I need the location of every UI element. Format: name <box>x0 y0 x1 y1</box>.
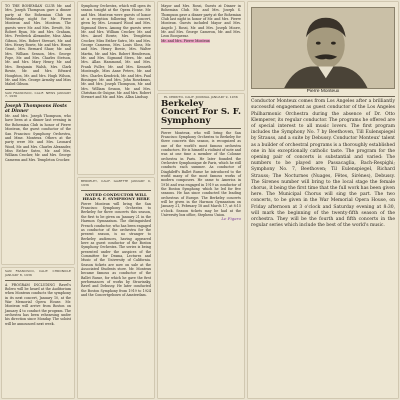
highlighted-names: Mr. and Mrs. Pierre Monteux <box>161 38 210 43</box>
divider <box>251 96 395 97</box>
clipping-body: Symphony Orchestra, which will open its season tonight at the Opera House. Mr. and Mrs. Monteux were guests of honor at a reception following the concert, given by Mrs. Leonard Wood and Mrs. Sigmund Stern. Among the guests were Mr. and Mrs. William Crocker, Mr. and Mrs. Ansel Bowie, Mrs. Templeton Crocker, Miss Esther Sutro, Mr. and Mrs. George Cameron, Mrs. Louis Sloss, Mr. and Mrs. Henry Bowie, Mrs. Walter Martin, Mr. and Mrs. Robert Henderson, Mr. and Mrs. Sigmund Stern, Mr. and Mrs. Allan Hammond, Mr. and Mrs. Frank Fuller, Mr. and Mrs. Kenneth Monteagle, Miss Anne Peters, Mr. and Mrs. Charles Kendrick, Mr. and Mrs. Paul Bissinger, Mr. and Mrs. John Rosekrans, Mr. and Mrs. Joseph Thompson, Mr. and Mrs. William Sesnon, Mr. and Mrs. Christian de Guigne, Mr. and Mrs. Robert Stewart and Mr. and Mrs. Allan Lindsay. <box>81 4 151 100</box>
portrait-image <box>252 8 394 88</box>
clipping-dateline: SAN FRANCISCO, CALIF. CHRONICLE JANUARY 8, 1936 <box>5 269 71 277</box>
clipping-headline: Joseph Thompsons Hosts at Dinner <box>5 104 67 115</box>
clipping-subhead: NOTED CONDUCTOR WILL HEAD S. F. SYMPHONY HERE <box>82 191 150 202</box>
divider <box>81 190 151 191</box>
clipping-body: Pierre Monteux will bring the San Francisco Symphony Orchestra to Berkeley for three concerts this season, the first to be given on January 21 in the Harmon Gymnasium. The distinguished French conductor, who has been engaged as conductor of the orchestra for the present season, is no stranger to Berkeley audiences, having appeared here as guest conductor of the Boston Symphony Orchestra. The series is being presented under the auspices of the Committee for Drama, Lectures and Music of the University of California. Season tickets are now on sale at the Associated Students store. Mr. Monteux became famous as conductor of the Ballet Russe, for which he gave the first performances of works by Stravinsky, Ravel and Debussy. He later conducted the Boston Symphony from 1919 to 1924 and the Concertgebouw of Amsterdam. <box>81 201 151 297</box>
photo-caption: Pierre Monteux <box>306 89 340 94</box>
clipping-berkeley-gazette <box>78 178 154 398</box>
clipping-mayor-rossi <box>158 2 244 90</box>
clipping-body: Mayor and Mrs. Rossi, Guests at Dinner in Bohemian Club. Mr. and Mrs. Joseph S. Thompson gave a dinner party at the Bohemian Club last night in honor of Mr. and Mrs. Pierre Monteux. Guests included Mayor and Mrs. Angelo J. Rossi, Mr. and Mrs. Joseph Moore, Mr. and Mrs. George Cameron, Mr. and Mrs. Leon Bocqueraz. <box>161 4 241 39</box>
divider <box>161 128 241 129</box>
clipping-highlight <box>161 39 241 43</box>
clipping-headline: Berkeley Concert For S. F. Symphony <box>161 98 242 126</box>
clipping-body-bottom: Mr. and Mrs. Joseph Thompson, who have been at a dinner last evening in the Bohemian Club in honor of Pierre Monteux, the guest conductor of the San Francisco Symphony Orchestra, and Mme. Monteux. Others at the party were Mr. and Mrs. Leonard Wood, Mr. and Mrs. Charles Alexander, Miss Esther Sutro, Mr. and Mrs. William Crocker, Mr. and Mrs. George Cameron and Mrs. Templeton Crocker. <box>5 114 71 162</box>
handwritten-note: Le Figaro <box>221 216 241 222</box>
clipping-berkeley-concert <box>158 94 244 398</box>
clipping-monteux-portrait <box>248 2 398 398</box>
clipping-body: Conductor Monteux comes from Los Angeles after a brilliantly successful engagement as guest conductor of the Los Angeles Philharmonic Orchestra during the absence of Dr. Otto Klemperer, its regular conductor. The programs he offered are of special interest to all music lovers. The first program includes the Symphony No. 7 by Beethoven, Till Eulenspiegel by Strauss, and a suite by Debussy. Conductor Monteux' talent as a builder of orchestral programs is a thoroughly established one in his exceptionally catholic taste. The program for the opening pair of concerts is substantial and varied: The numbers to be played are Passacaglia, Bach-Respighi; Symphony No. 7, Beethoven; Til Eulenspiegel, Richard Strauss; The Nocturnes (Nuages, Fêtes, Sirènes), Debussy. The Sirenes number will bring to the local stage the female chorus, it being the first time that the full work has been given here. The Municipal Chorus will sing the part. The two concerts, to be given in the War Memorial Opera House, on Friday afternoon at 3 o'clock and Saturday evening at 8:30, will mark the beginning of the twenty-fifth season of the orchestra. They will be the fourth and fifth concerts in the regular series which include the best of the world's music. <box>251 99 395 229</box>
clipping-body-top: TO THE BOHEMIAN CLUB Mr. and Mrs. Joseph Thompson gave a dinner party at the Bohemian Club on Wednesday night for Mr. Pierre Monteux and Mrs. Monteux. The guests were Mr. and Mrs. Dewitt, Mr. Robert Ryan, Mr. and Mrs. Graham, Mrs. Frederick Alexander, Miss Alma Gibson, Mrs. Robert Stewart, Mr. and Mrs. Henry Bowie, Mr. and Mrs. Henry Grant, Mrs. Bernard Shaw, Mr. and Mrs. William Sesnon, Mrs. George Pope, Mr. and Mrs. Charles Stetson, Mr. and Mrs. Mary Henry, Mr. and Mrs. Benjamin Walsh, Mrs. Clark Bowie, Mr. and Mrs. Edward Houghton, Mr. and Mrs. Hugh Wilson, Mr. and Mrs. George Armsby and Miss Mabel Gibson. <box>5 4 71 87</box>
clipping-dateline: SAN FRANCISCO, CALIF. NEWS JANUARY 7, 1936 <box>5 90 71 99</box>
portrait-photo <box>251 7 395 89</box>
divider <box>5 101 71 102</box>
clipping-source: EL CERRITO, CALIF. JOURNAL JANUARY 9, 1936 <box>164 95 238 99</box>
clipping-reception-guests <box>78 2 154 174</box>
clipping-body: Pierre Monteux, who will bring the San Francisco Symphony Orchestra to Berkeley for three concerts this season, is recognized as one of the world's most famous orchestra conductors. He is himself a violinist of note and was at one time a member of the Colonne orchestra in Paris. He later founded the Orchestre Symphonique de Paris, which he still conducts each summer. As conductor of Diaghileff's Ballet Russe he introduced to the world many of the most famous works of modern composers. He came to America in 1916 and was engaged in 1919 as conductor of the Boston Symphony, which he led for five seasons. He has since conducted the leading orchestras of Europe. The Berkeley concerts will be given in the Harmon Gymnasium on January 21, February 18 and March 17, at 8:15 o'clock. Season tickets may be had at the University box office, Stephens Union. <box>161 130 241 218</box>
clipping-chronicle-bolero <box>2 268 74 398</box>
divider <box>5 280 71 281</box>
clipping-body: A PROGRAM INCLUDING Ravel's Bolero will be heard at the Auditorium when Monteux conducts the symphony in its next concert, January 10, at the War Memorial Opera House. Mr. Monteux will arrive from Boston on January 4 to conduct the program. The orchestra has been rehearsing under his direction since Monday. The soloist will be announced next week. <box>5 282 71 326</box>
clipping-thompsons-dinner <box>2 2 74 264</box>
clipping-dateline: BERKELEY, CALIF. GAZETTE JANUARY 9, 1936 <box>81 179 151 187</box>
divider <box>5 89 71 90</box>
